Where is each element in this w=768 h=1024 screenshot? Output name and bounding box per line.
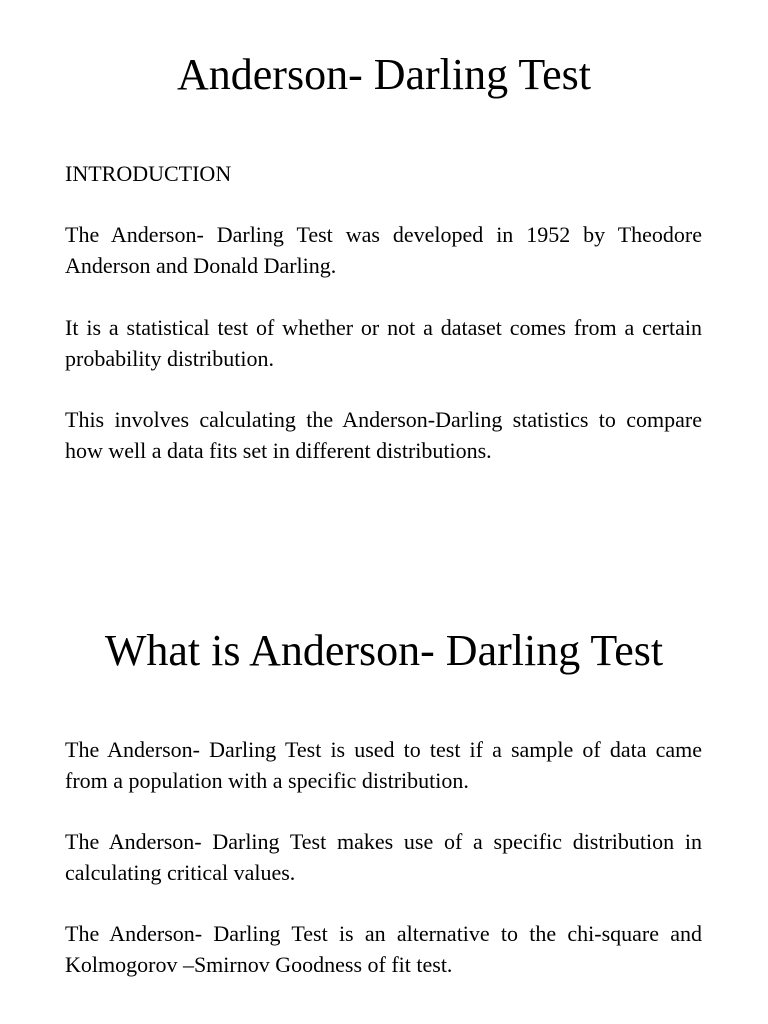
definition-paragraph-3: The Anderson- Darling Test is an alternative to the chi-square and Kolmogorov –Smirnov Goodness of fit test.	[65, 921, 702, 977]
intro-paragraph-1: The Anderson- Darling Test was developed in 1952 by Theodore Anderson and Donald Darling.	[65, 222, 702, 278]
intro-paragraph-3: This involves calculating the Anderson-Darling statistics to compare how well a data fits set in different distributions.	[65, 407, 702, 463]
intro-subheading: INTRODUCTION	[65, 161, 232, 186]
definition-paragraph-2: The Anderson- Darling Test makes use of a specific distribution in calculating critical values.	[65, 829, 702, 885]
intro-paragraph-2: It is a statistical test of whether or not a dataset comes from a certain probability distribution.	[65, 315, 702, 371]
definition-paragraph-1: The Anderson- Darling Test is used to test if a sample of data came from a population with a specific distribution.	[65, 737, 702, 793]
section-title: What is Anderson- Darling Test	[104, 626, 664, 675]
page-title: Anderson- Darling Test	[176, 50, 592, 99]
